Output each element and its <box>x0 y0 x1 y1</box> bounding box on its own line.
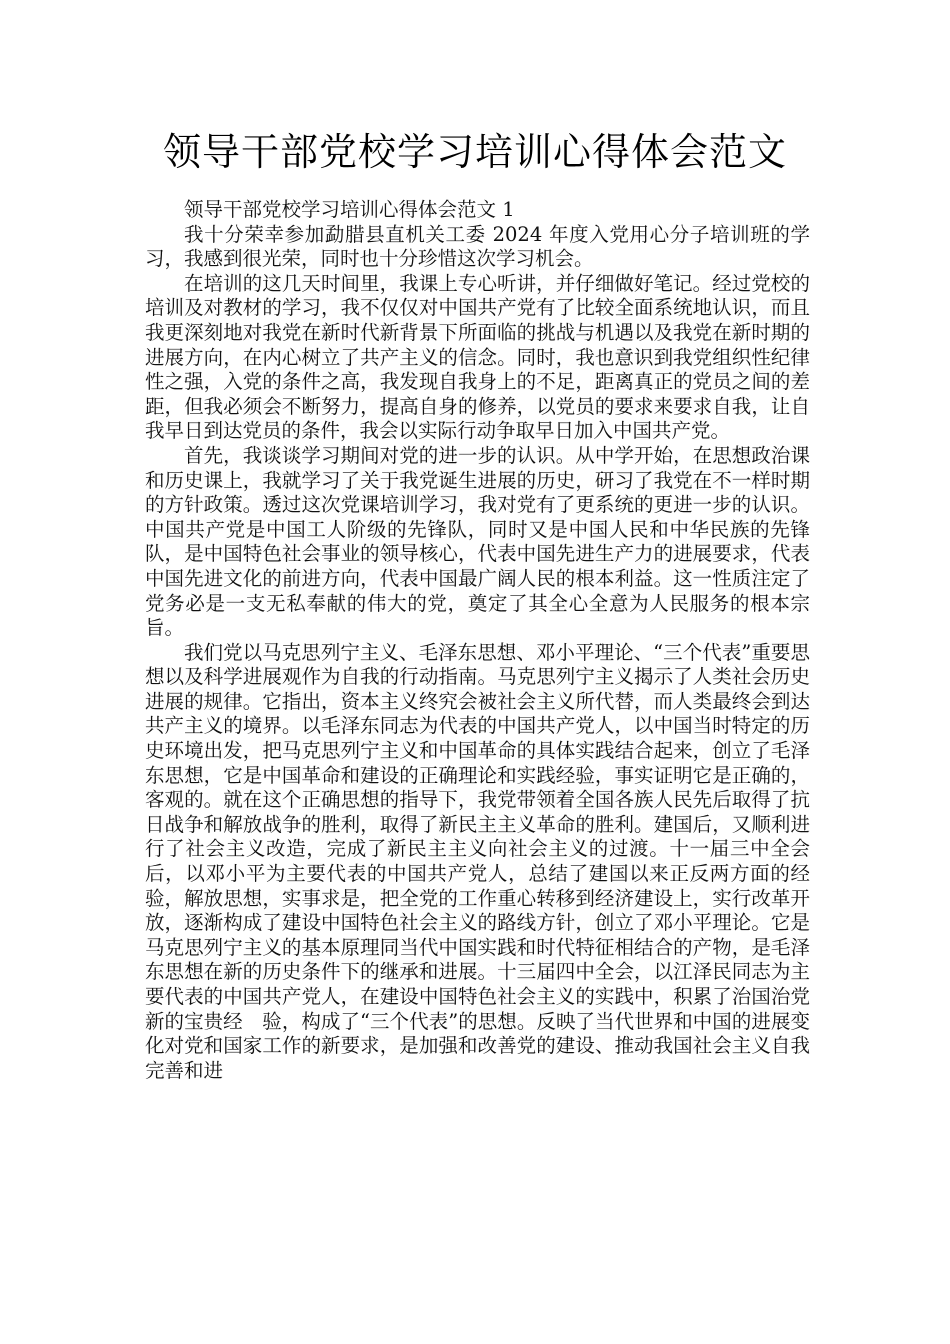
paragraph-4: 我们党以马克思列宁主义、毛泽东思想、邓小平理论、“三个代表”重要思想以及科学进展观作为自我的行动指南。马克思列宁主义揭示了人类社会历史进展的规律。它指出，资本主义终究会被社会主义所代替，而人类最终会到达共产主义的境界。以毛泽东同志为代表的中国共产党人，以中国当时特定的历史环境出发，把马克思列宁主义和中国革命的具体实践结合起来，创立了毛泽东思想，它是中国革命和建设的正确理论和实践经验，事实证明它是正确的，客观的。就在这个正确思想的指导下，我党带领着全国各族人民先后取得了抗日战争和解放战争的胜利，取得了新民主主义革命的胜利。建国后，又顺利进行了社会主义改造，完成了新民主主义向社会主义的过渡。十一届三中全会后，以邓小平为主要代表的中国共产党人，总结了建国以来正反两方面的经验，解放思想，实事求是，把全党的工作重心转移到经济建设上，实行改革开放，逐渐构成了建设中国特色社会主义的路线方针，创立了邓小平理论。它是马克思列宁主义的基本原理同当代中国实践和时代特征相结合的产物，是毛泽东思想在新的历史条件下的继承和进展。十三届四中全会，以江泽民同志为主要代表的中国共产党人，在建设中国特色社会主义的实践中，积累了治国治党新的宝贵经 验，构成了“三个代表”的思想。反映了当代世界和中国的进展变化对党和国家工作的新要求，是加强和改善党的建设、推动我国社会主义自我完善和进 <box>145 640 810 1082</box>
section-heading: 领导干部党校学习培训心得体会范文 1 <box>184 198 515 221</box>
paragraph-3: 首先，我谈谈学习期间对党的进一步的认识。从中学开始，在思想政治课和历史课上，我就学习了关于我党诞生进展的历史，研习了我党在不一样时期的方针政策。透过这次党课培训学习，我对党有了更系统的更进一步的认识。中国共产党是中国工人阶级的先锋队，同时又是中国人民和中华民族的先锋队，是中国特色社会事业的领导核心，代表中国先进生产力的进展要求，代表中国先进文化的前进方向，代表中国最广阔人民的根本利益。这一性质注定了党务必是一支无私奉献的伟大的党，奠定了其全心全意为人民服务的根本宗旨。 <box>145 443 810 640</box>
document-title: 领导干部党校学习培训心得体会范文 <box>162 130 787 174</box>
document-body <box>145 198 810 1083</box>
paragraph-2: 在培训的这几天时间里，我课上专心听讲，并仔细做好笔记。经过党校的培训及对教材的学习，我不仅仅对中国共产党有了比较全面系统地认识，而且我更深刻地对我党在新时代新背景下所面临的挑战与机遇以及我党在新时期的进展方向，在内心树立了共产主义的信念。同时，我也意识到我党组织性纪律性之强，入党的条件之高，我发现自我身上的不足，距离真正的党员之间的差距，但我必须会不断努力，提高自身的修养，以党员的要求来要求自我，让自我早日到达党员的条件，我会以实际行动争取早日加入中国共产党。 <box>145 271 810 443</box>
paragraph-1: 我十分荣幸参加勐腊县直机关工委 2024 年度入党用心分子培训班的学习，我感到很光荣，同时也十分珍惜这次学习机会。 <box>145 222 810 271</box>
